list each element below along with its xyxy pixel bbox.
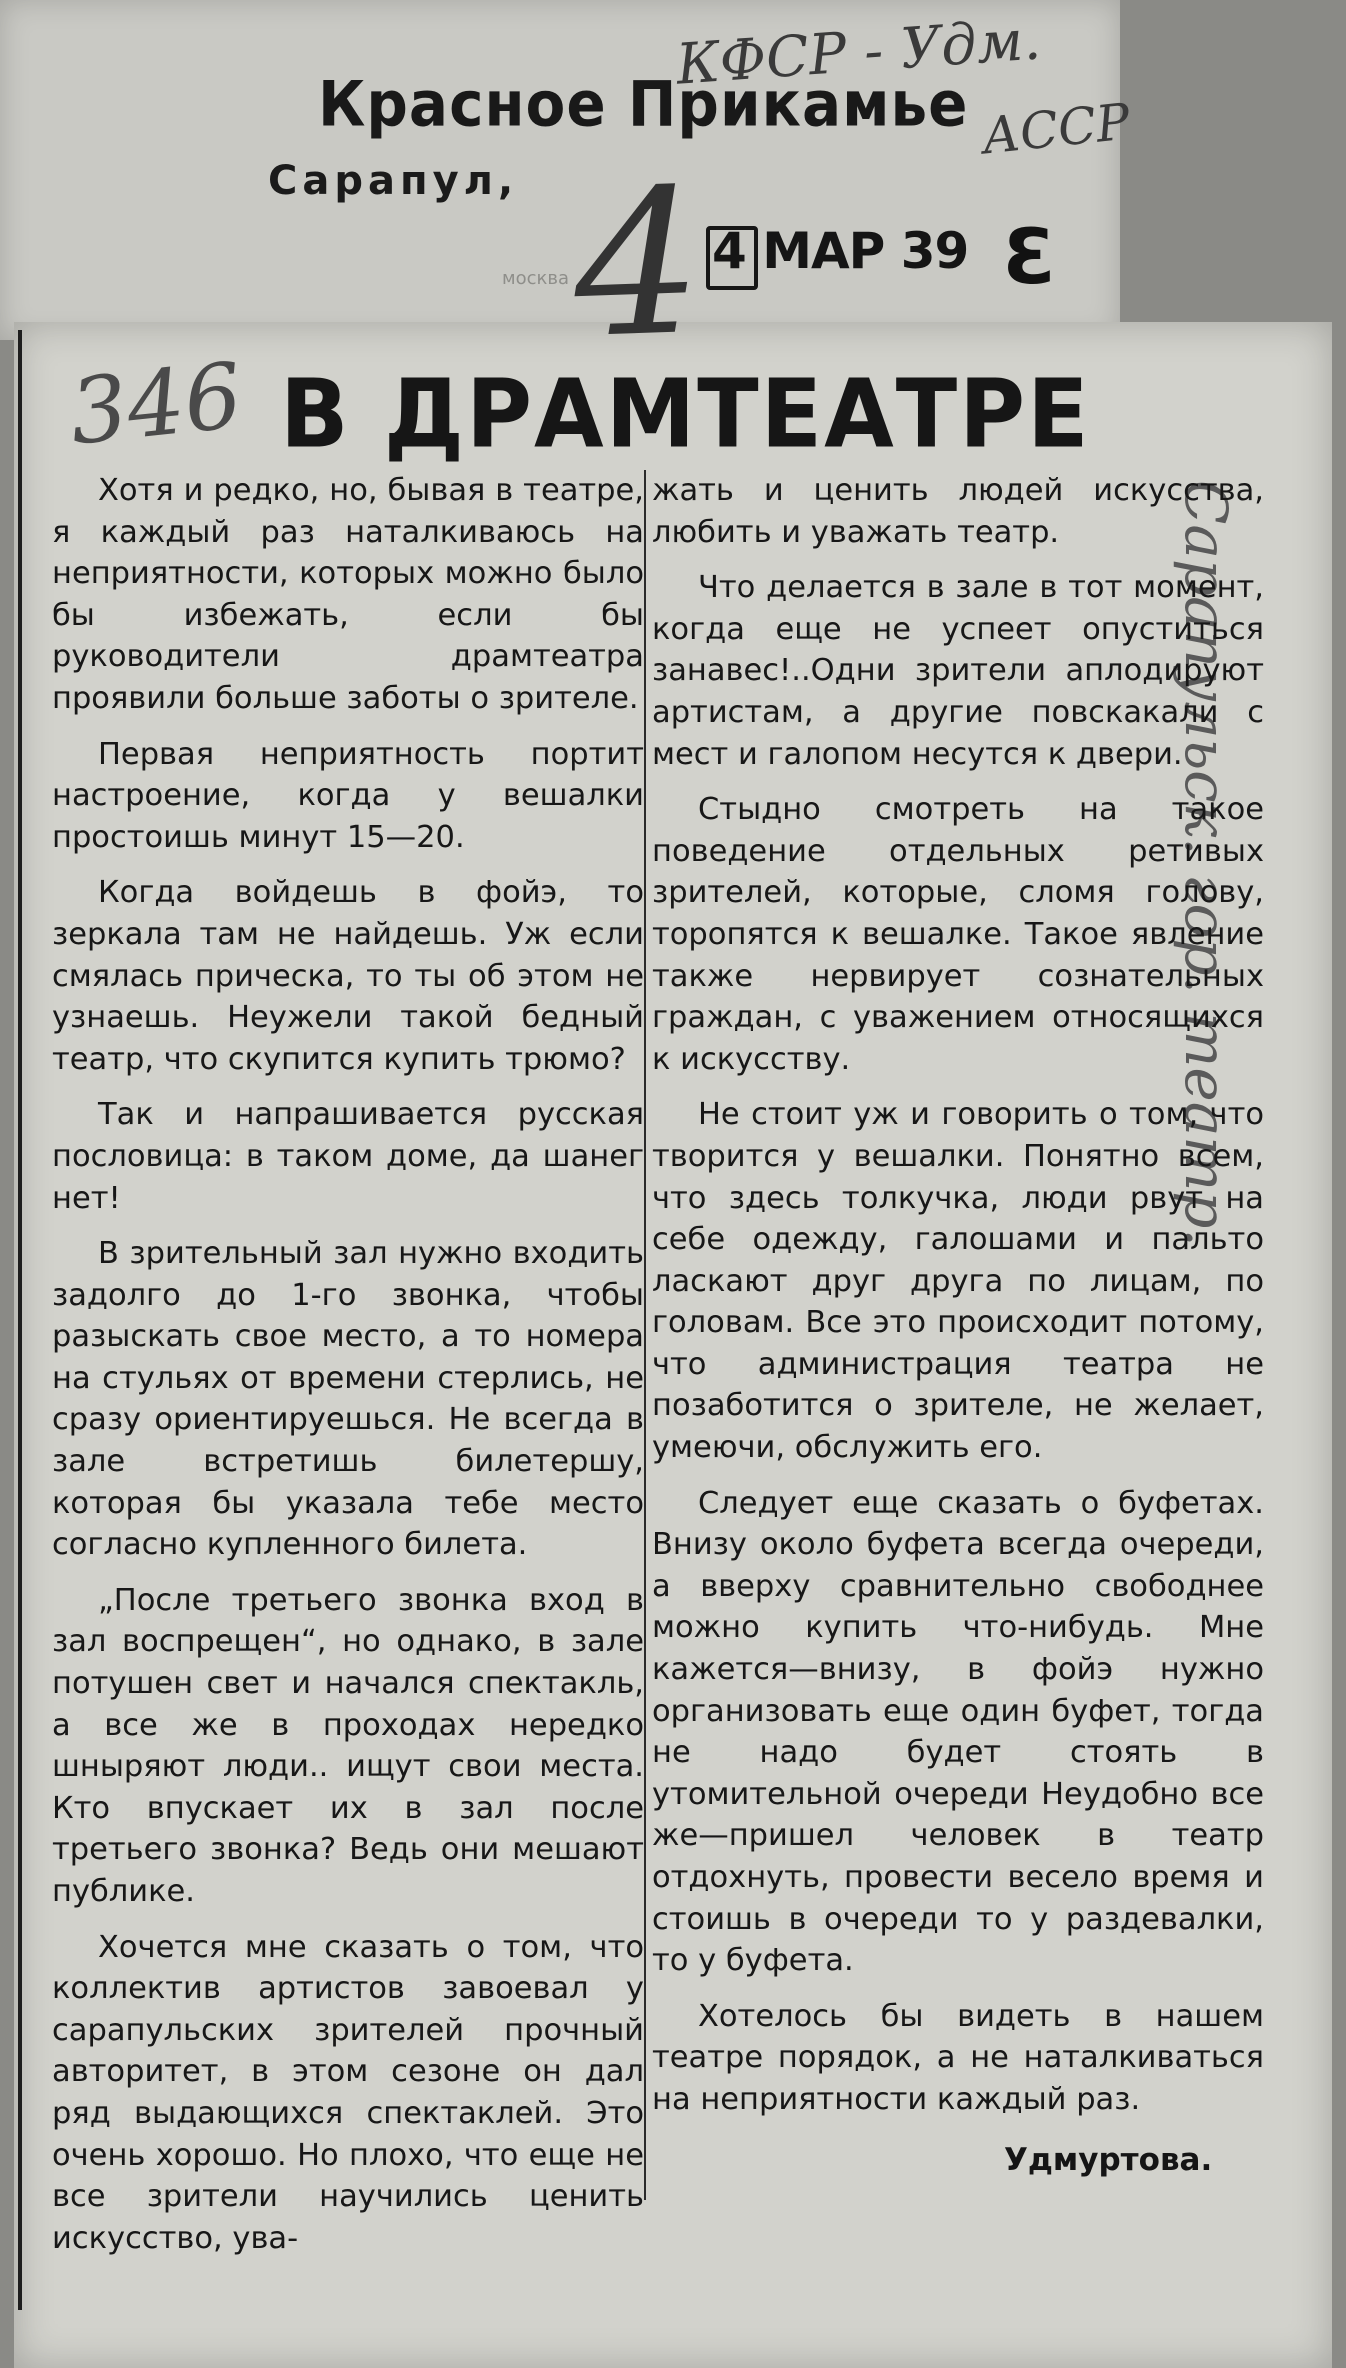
author-signature: Удмуртова. bbox=[1004, 2142, 1213, 2178]
column-divider bbox=[644, 470, 646, 2200]
article-column-left bbox=[52, 470, 644, 2273]
article-column-right bbox=[652, 470, 1264, 2135]
faint-stamp: москва bbox=[502, 268, 569, 289]
paragraph: Хочется мне сказать о том, что коллектив артистов завоевал у сарапульских зрителей прочный авторитет, в этом сезоне он дал ряд выдающихся спектаклей. Это очень хорошо. Но плохо, что еще не все зрители научились ценить искусство, ува- bbox=[52, 1929, 644, 2256]
date-stamp: 4 МАР 39 bbox=[712, 222, 969, 280]
paragraph: Не стоит уж и говорить о том, что творится у вешалки. Понятно всем, что здесь толкучка, люди рвут на себе одежду, галошами и пальто ласкают друг друга по лицам, по головам. Все это происходит потому, что администрация театра не позаботится о зрителе, не желает, умеючи, обслужить его. bbox=[652, 1097, 1264, 1466]
article-headline: В ДРАМТЕАТРЕ bbox=[280, 359, 1091, 470]
handwritten-note-top: КФСР - Удм. bbox=[674, 7, 1043, 98]
handwritten-side-note: Сарапульск. гор. театр. bbox=[1172, 480, 1240, 1247]
paragraph: Хотя и редко, но, бывая в театре, я каждый раз наталкиваюсь на неприятности, которых можно было бы избежать, если бы руководители драмтеатра проявили больше заботы о зрителе. bbox=[52, 473, 644, 716]
paragraph: Когда войдешь в фойэ, то зеркала там не найдешь. Уж если смялась прическа, то ты об этом не узнаешь. Неужели такой бедный театр, что скупится купить трюмо? bbox=[52, 875, 644, 1077]
handwritten-four: 4 bbox=[569, 145, 706, 384]
paragraph: Следует еще сказать о буфетах. Внизу около буфета всегда очереди, а вверху сравнительно свободнее можно купить что-нибудь. Мне кажется—внизу, в фойэ нужно организовать еще один буфет, тогда не надо будет стоять в утомительной очереди Неудобно все же—пришел человек в театр отдохнуть, провести весело время и стоишь в очереди то у раздевалки, то у буфета. bbox=[652, 1485, 1264, 1979]
handwritten-note-top2: АССР bbox=[979, 92, 1133, 166]
paragraph: Хотелось бы видеть в нашем театре порядок, а не наталкиваться на неприятности каждый раз. bbox=[652, 1998, 1264, 2117]
left-border-rule bbox=[18, 330, 22, 2310]
paragraph: Стыдно смотреть на такое поведение отдельных ретивых зрителей, которые, сломя голову, торопятся к вешалке. Такое явление также нервирует сознательных граждан, с уважением относящихся к искусству. bbox=[652, 792, 1264, 1077]
newspaper-city: Сарапул, bbox=[268, 158, 519, 204]
paragraph: „После третьего звонка вход в зал воспрещен“, но однако, в зале потушен свет и начался спектакль, а все же в проходах нередко шныряют люди.. ищут свои места. Кто впускает их в зал после третьего звонка? Ведь они мешают публике. bbox=[52, 1582, 644, 1909]
paragraph: Что делается в зале в тот момент, когда еще не успеет опуститься занавес!..Одни зрители аплодируют артистам, а другие повскакали с мест и галопом несутся к двери. bbox=[652, 570, 1264, 772]
paragraph: Так и напрашивается русская пословица: в таком доме, да шанег нет! bbox=[52, 1097, 644, 1216]
paragraph: В зрительный зал нужно входить задолго до 1-го звонка, чтобы разыскать свое место, а то номера на стульях от времени стерлись, не сразу ориентируешься. Не всегда в зале встретишь билетершу, которая бы указала тебе место согласно купленного билета. bbox=[52, 1236, 644, 1563]
issue-stamp: 3 bbox=[1002, 212, 1055, 301]
paragraph-continuation: жать и ценить людей искусства, любить и уважать театр. bbox=[652, 473, 1264, 550]
newspaper-name: Красное Прикамье bbox=[318, 67, 969, 141]
handwritten-number: 346 bbox=[64, 343, 247, 466]
paragraph: Первая неприятность портит настроение, когда у вешалки простоишь минут 15—20. bbox=[52, 736, 644, 855]
